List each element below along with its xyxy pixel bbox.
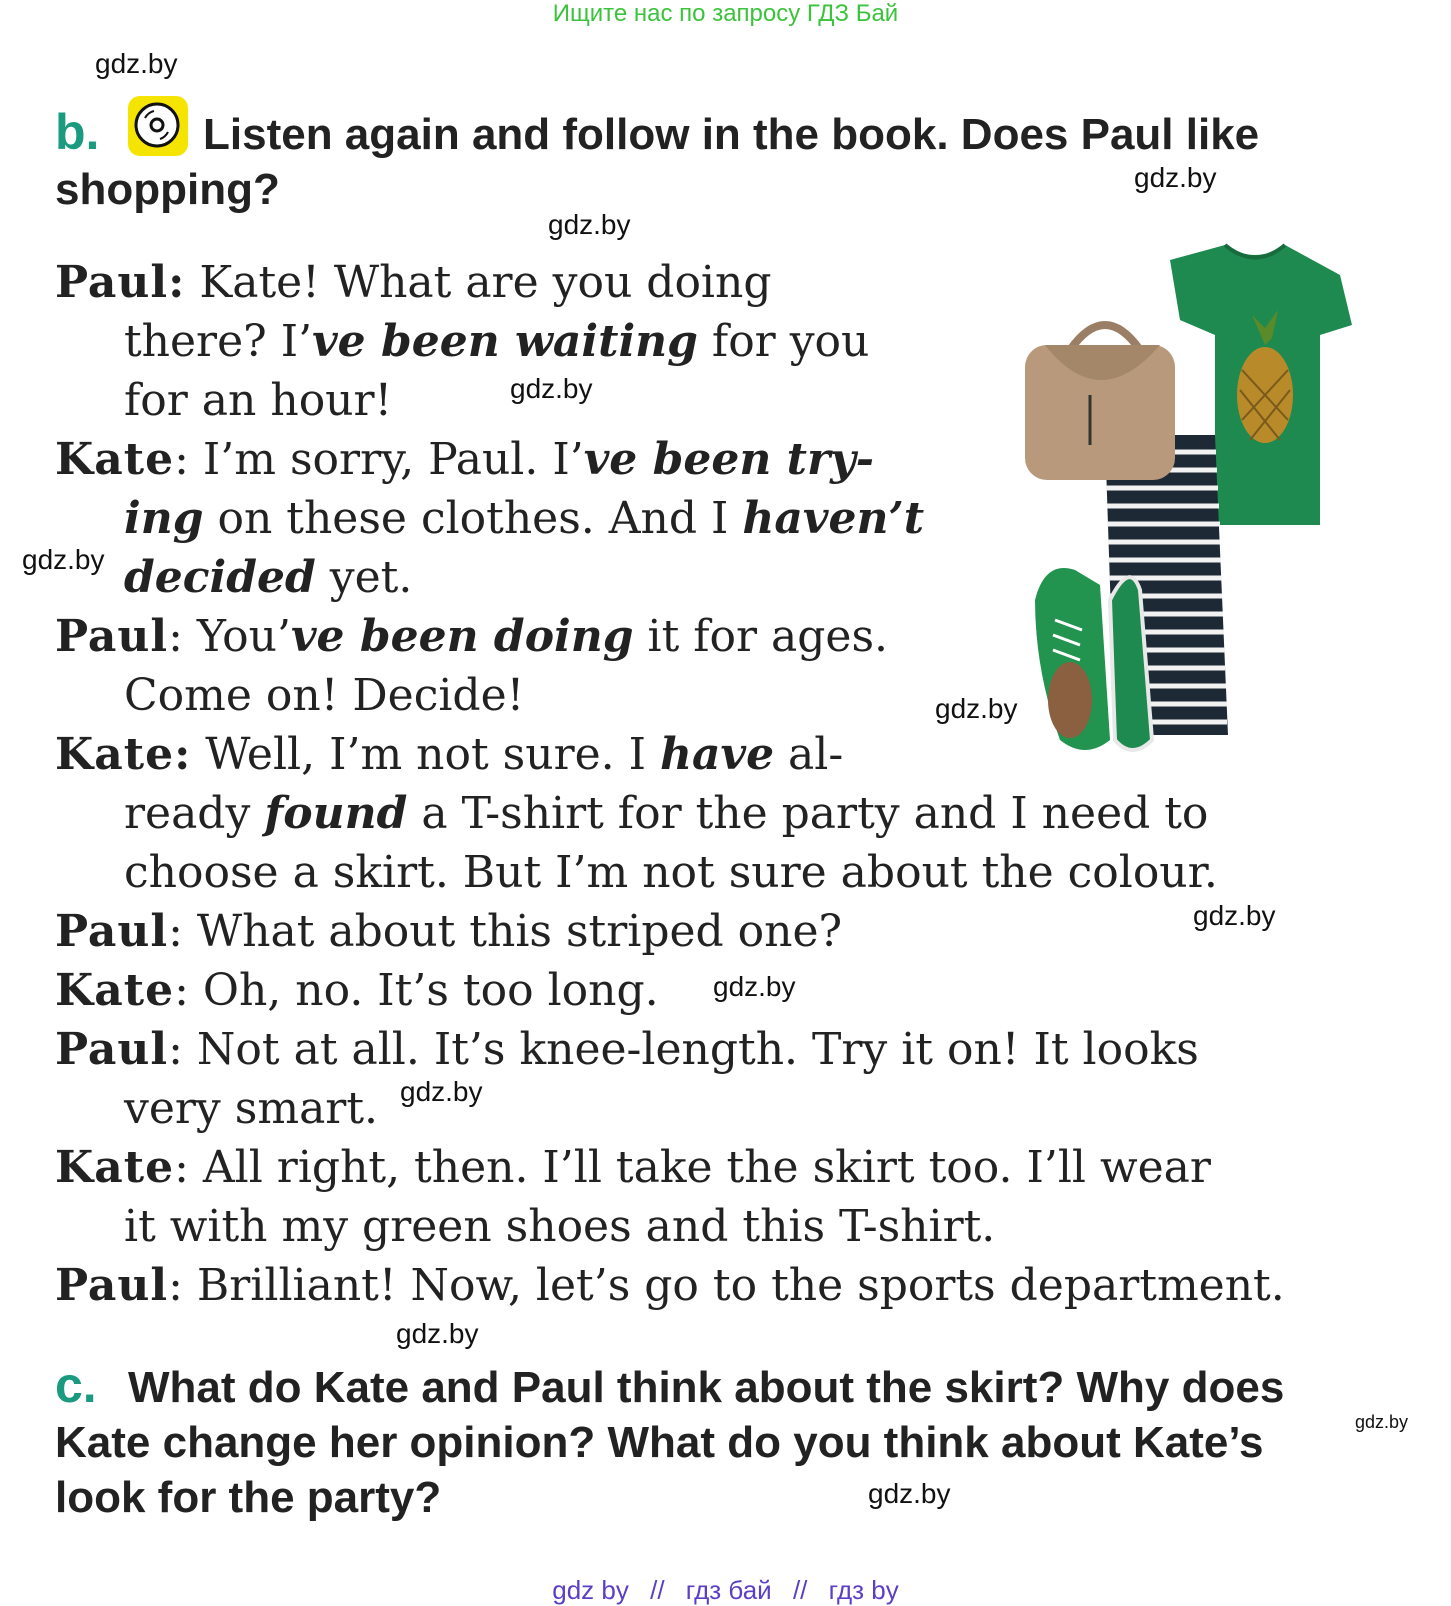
watermark: gdz.by <box>1134 162 1217 193</box>
speaker-label: Paul <box>55 906 169 957</box>
verb-form: have <box>660 729 775 780</box>
dialogue-line <box>55 430 874 490</box>
dialogue-line <box>55 961 659 1021</box>
footer-separator: // <box>650 1575 665 1605</box>
dialogue-line <box>124 548 412 608</box>
dialogue-line <box>55 1138 1211 1198</box>
watermark: gdz.by <box>510 373 593 404</box>
dialogue-text: : Brilliant! Now, let’s go to the sports department. <box>168 1260 1285 1311</box>
footer-link-gdz-by[interactable]: gdz by <box>552 1575 629 1605</box>
dialogue-line <box>124 312 869 372</box>
clothes-illustration <box>1020 240 1360 760</box>
verb-form: haven’t <box>742 493 925 544</box>
dialogue-text: ready <box>124 788 265 839</box>
cd-icon[interactable] <box>128 96 188 156</box>
dialogue-text: Well, I’m not sure. I <box>191 729 660 780</box>
verb-form: decided <box>124 552 316 603</box>
watermark: gdz.by <box>868 1478 951 1509</box>
dialogue-line <box>55 725 843 785</box>
speaker-label: Paul: <box>55 257 186 308</box>
task-c-letter: c. <box>55 1357 97 1413</box>
task-c-question-line1: What do Kate and Paul think about the skirt? Why does <box>128 1363 1285 1412</box>
watermark: gdz.by <box>713 971 796 1002</box>
verb-form: found <box>264 788 408 839</box>
speaker-label: Kate <box>55 1142 175 1193</box>
dialogue-line <box>55 1256 1285 1316</box>
dialogue-text: : Oh, no. It’s too long. <box>174 965 659 1016</box>
watermark: gdz.by <box>935 693 1018 724</box>
dialogue-line: very smart. <box>124 1083 379 1134</box>
dialogue-text: : Not at all. It’s knee-length. Try it on! It looks <box>168 1024 1199 1075</box>
watermark: gdz.by <box>1193 900 1276 931</box>
dialogue-line <box>55 253 772 313</box>
task-b-question-line2: shopping? <box>55 165 280 214</box>
speaker-label: Paul <box>55 611 169 662</box>
watermark: gdz.by <box>1355 1412 1409 1432</box>
dialogue-text: : What about this striped one? <box>168 906 843 957</box>
dialogue-text: a T-shirt for the party and I need to <box>407 788 1209 839</box>
dialogue-line: choose a skirt. But I’m not sure about the colour. <box>124 847 1218 898</box>
task-b-letter: b. <box>55 104 100 160</box>
watermark: gdz.by <box>22 544 105 575</box>
speaker-label: Kate: <box>55 729 192 780</box>
verb-form: ve been waiting <box>312 316 698 367</box>
dialogue-line: for an hour! <box>124 375 393 426</box>
task-c-question-line2: Kate change her opinion? What do you think about Kate’s <box>55 1418 1264 1467</box>
dialogue-line <box>124 784 1208 844</box>
dialogue-line <box>124 489 924 549</box>
watermark: gdz.by <box>396 1318 479 1349</box>
dialogue-text: : You’ <box>168 611 291 662</box>
dialogue-text: al- <box>774 729 844 780</box>
dialogue-line: it with my green shoes and this T-shirt. <box>124 1201 996 1252</box>
dialogue-text: Kate! What are you doing <box>185 257 772 308</box>
speaker-label: Paul <box>55 1024 169 1075</box>
dialogue-text: it for ages. <box>633 611 889 662</box>
dialogue-text: : I’m sorry, Paul. I’ <box>174 434 584 485</box>
footer-separator: // <box>792 1575 808 1605</box>
dialogue-text: on these clothes. And I <box>203 493 743 544</box>
dialogue-line <box>55 902 842 962</box>
verb-form: ve been try- <box>583 434 874 485</box>
dialogue-line <box>55 607 888 667</box>
dialogue-line: Come on! Decide! <box>124 670 525 721</box>
speaker-label: Kate <box>55 434 175 485</box>
dialogue-text: : All right, then. I’ll take the skirt too. I’ll wear <box>174 1142 1211 1193</box>
search-banner: Ищите нас по запросу ГДЗ Бай <box>552 0 899 27</box>
speaker-label: Kate <box>55 965 175 1016</box>
task-b-question-line1: Listen again and follow in the book. Does Paul like <box>203 110 1260 159</box>
footer-link-gdz-by-ru[interactable]: гдз by <box>828 1575 899 1605</box>
footer-link-gdz-bai[interactable]: гдз бай <box>685 1575 772 1605</box>
verb-form: ve been doing <box>290 611 634 662</box>
watermark: gdz.by <box>95 48 178 79</box>
task-c-question-line3: look for the party? <box>55 1473 442 1522</box>
footer-links <box>0 1575 1451 1606</box>
speaker-label: Paul <box>55 1260 169 1311</box>
dialogue-text: there? I’ <box>124 316 313 367</box>
watermark: gdz.by <box>548 209 631 240</box>
dialogue-text: for you <box>697 316 870 367</box>
watermark: gdz.by <box>400 1076 483 1107</box>
dialogue-line <box>55 1020 1199 1080</box>
verb-form: ing <box>124 493 204 544</box>
dialogue-text: yet. <box>315 552 413 603</box>
